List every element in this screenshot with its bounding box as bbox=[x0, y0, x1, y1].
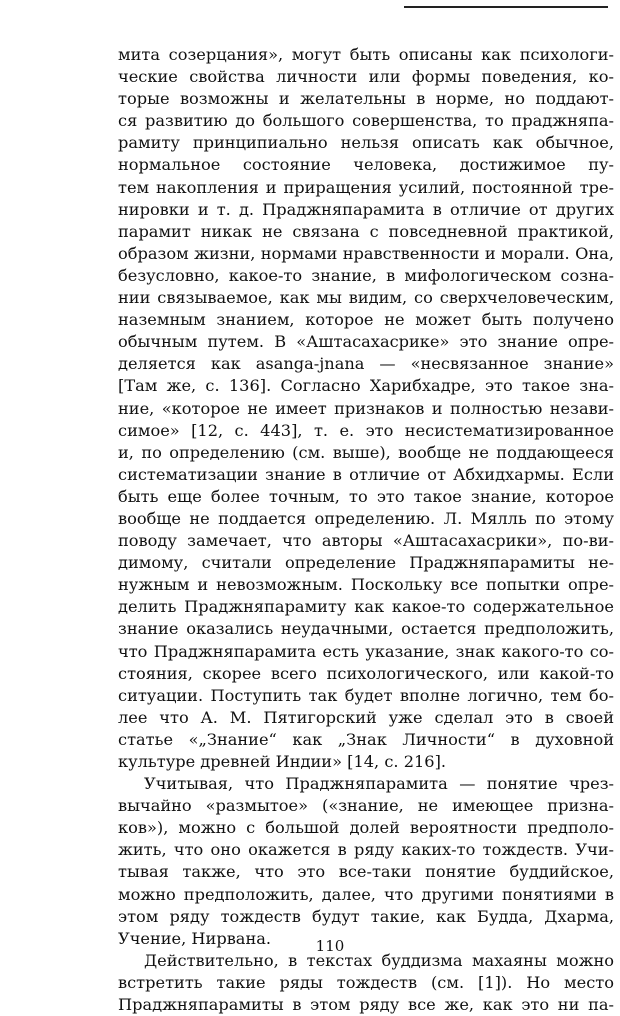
text-line: мита созерцания», могут быть описаны как психологи- bbox=[118, 45, 614, 64]
text-line: рамиту принципиально нельзя описать как обычное, bbox=[118, 133, 614, 153]
text-line: статье «„Знание“ как „Знак Личности“ в духовной bbox=[118, 729, 614, 749]
text-line: ние, «которое не имеет признаков и полностью незави- bbox=[118, 398, 614, 418]
text-line: нужным и невозможным. Поскольку все попытки опре- bbox=[118, 575, 614, 595]
text-line: деляется как asanga-jnana — «несвязанное знание» bbox=[118, 354, 614, 374]
text-line: быть еще более точным, то это такое знание, которое bbox=[118, 486, 614, 506]
text-line: Действительно, в текстах буддизма махаяны можно bbox=[144, 950, 614, 970]
text-line: лее что А. М. Пятигорский уже сделал это в своей bbox=[118, 707, 614, 727]
text-line: вычайно «размытое» («знание, не имеющее призна- bbox=[118, 796, 614, 816]
text-line: Учение, Нирвана. bbox=[118, 928, 272, 948]
text-line: что Праджняпарамита есть указание, знак какого-то со- bbox=[118, 641, 614, 661]
text-line: образом жизни, нормами нравственности и морали. Она, bbox=[118, 243, 614, 263]
text-line: знание оказались неудачными, остается предположить, bbox=[118, 619, 614, 639]
text-line: Учитывая, что Праджняпарамита — понятие чрез- bbox=[144, 774, 614, 794]
text-line: встретить такие ряды тождеств (см. [1]). Но место bbox=[118, 972, 614, 992]
text-line: ков»), можно с большой долей вероятности предполо- bbox=[118, 818, 614, 838]
text-line: тем накопления и приращения усилий, постоянной тре- bbox=[118, 177, 614, 197]
text-line: нировки и т. д. Праджняпарамита в отличие от других bbox=[118, 199, 614, 219]
text-line: димому, считали определение Праджняпарамиты не- bbox=[118, 553, 614, 573]
text-line: парамит никак не связана с повседневной практикой, bbox=[118, 221, 614, 241]
text-line: нии связываемое, как мы видим, со сверхчеловеческим, bbox=[118, 288, 614, 308]
text-line: наземным знанием, которое не может быть получено bbox=[118, 310, 614, 330]
text-line: поводу замечает, что авторы «Аштасахасрики», по-ви- bbox=[118, 531, 614, 551]
text-line: этом ряду тождеств будут такие, как Будда, Дхарма, bbox=[118, 906, 614, 926]
body-text bbox=[118, 44, 614, 1016]
text-line: ческие свойства личности или формы поведения, ко- bbox=[118, 67, 614, 87]
text-line: обычным путем. В «Аштасахасрике» это знание опре- bbox=[118, 332, 614, 352]
text-line: [Там же, с. 136]. Согласно Харибхадре, это такое зна- bbox=[118, 376, 614, 396]
text-line: безусловно, какое-то знание, в мифологическом созна- bbox=[118, 265, 614, 285]
text-line: вообще не поддается определению. Л. Мялль по этому bbox=[118, 508, 614, 528]
text-line: ситуации. Поступить так будет вполне логично, тем бо- bbox=[118, 685, 614, 705]
text-line: нормальное состояние человека, достижимое пу- bbox=[118, 155, 614, 175]
text-line: симое» [12, с. 443], т. е. это несистематизированное bbox=[118, 420, 614, 440]
text-line: жить, что оно окажется в ряду каких-то тождеств. Учи- bbox=[118, 840, 614, 860]
top-rule bbox=[404, 6, 608, 8]
text-line: стояния, скорее всего психологического, или какой-то bbox=[118, 663, 614, 683]
text-line: культуре древней Индии» [14, с. 216]. bbox=[118, 752, 447, 771]
text-line: можно предположить, далее, что другими понятиями в bbox=[118, 884, 614, 904]
text-line: Праджняпарамиты в этом ряду все же, как это ни па- bbox=[118, 995, 614, 1015]
page-number: 110 bbox=[315, 937, 345, 955]
text-line: делить Праджняпарамиту как какое-то содержательное bbox=[118, 597, 614, 617]
text-line: тывая также, что это все-таки понятие буддийское, bbox=[118, 862, 614, 882]
text-line: ся развитию до большого совершенства, то праджняпа- bbox=[118, 111, 614, 131]
text-line: систематизации знание в отличие от Абхидхармы. Если bbox=[118, 464, 614, 484]
text-line: и, по определению (см. выше), вообще не поддающееся bbox=[118, 442, 614, 462]
text-line: торые возможны и желательны в норме, но поддают- bbox=[118, 89, 614, 109]
